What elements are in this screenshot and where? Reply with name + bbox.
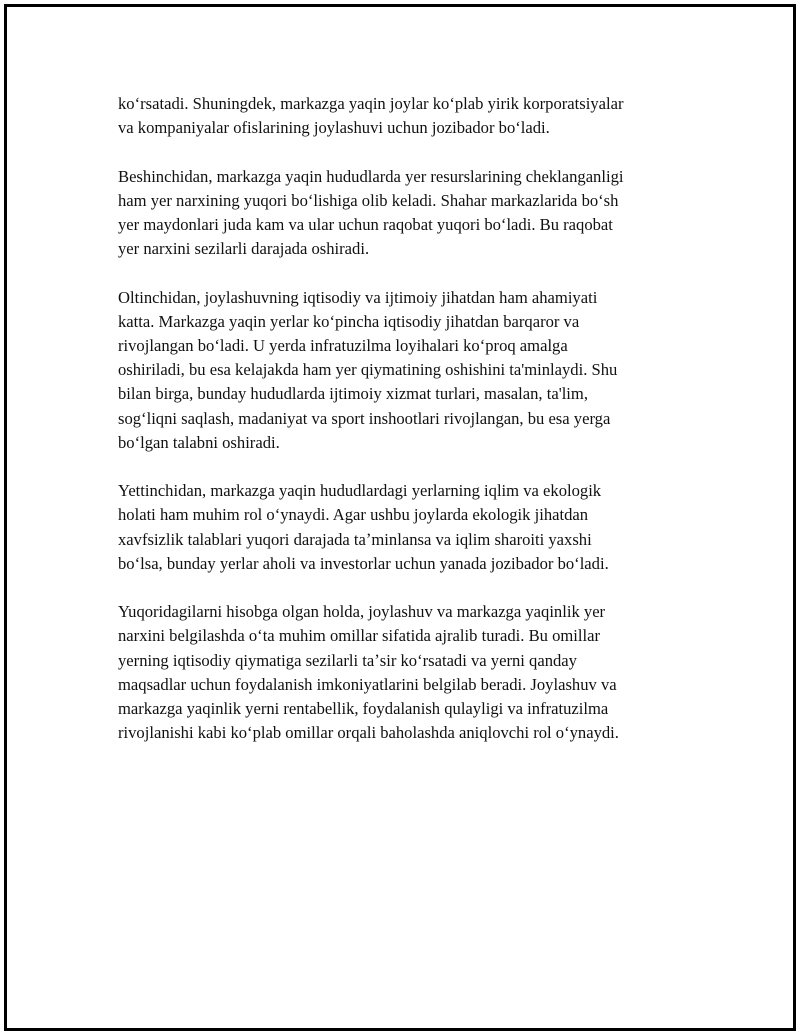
text-line: boʻlsa, bunday yerlar aholi va investorlar uchun yanada jozibador boʻladi. xyxy=(118,553,609,573)
text-line: narxini belgilashda oʻta muhim omillar sifatida ajralib turadi. Bu omillar xyxy=(118,626,601,646)
text-line: xavfsizlik talablari yuqori darajada taʼminlansa va iqlim sharoiti yaxshi xyxy=(118,529,592,549)
paragraph-1 xyxy=(118,92,688,140)
text-line: Yettinchidan, markazga yaqin hududlardagi yerlarning iqlim va ekologik xyxy=(118,481,602,501)
text-line: ham yer narxining yuqori boʻlishiga olib keladi. Shahar markazlarida boʻsh xyxy=(118,190,619,210)
text-line: katta. Markazga yaqin yerlar koʻpincha iqtisodiy jihatdan barqaror va xyxy=(118,311,580,331)
paragraph-5 xyxy=(118,600,688,745)
text-line: koʻrsatadi. Shuningdek, markazga yaqin joylar koʻplab yirik korporatsiyalar xyxy=(118,94,624,113)
text-line: va kompaniyalar ofislarining joylashuvi uchun jozibador boʻladi. xyxy=(118,118,550,138)
text-line: oshiriladi, bu esa kelajakda ham yer qiymatining oshishini ta'minlaydi. Shu xyxy=(118,360,618,380)
text-line: boʻlgan talabni oshiradi. xyxy=(118,432,280,452)
text-line: bilan birga, bunday hududlarda ijtimoiy xizmat turlari, masalan, ta'lim, xyxy=(118,384,588,404)
paragraph-2 xyxy=(118,165,688,262)
text-line: yer narxini sezilarli darajada oshiradi. xyxy=(118,239,370,259)
text-line: rivojlangan boʻladi. U yerda infratuzilma loyihalari koʻproq amalga xyxy=(118,336,568,355)
text-line: sogʻliqni saqlash, madaniyat va sport inshootlari rivojlangan, bu esa yerga xyxy=(118,408,611,428)
paragraph-4 xyxy=(118,479,688,576)
text-line: yerning iqtisodiy qiymatiga sezilarli taʼsir koʻrsatadi va yerni qanday xyxy=(118,650,577,670)
paragraph-3 xyxy=(118,286,688,455)
text-line: rivojlanishi kabi koʻplab omillar orqali baholashda aniqlovchi rol oʻynaydi. xyxy=(118,723,619,743)
text-line: markazga yaqinlik yerni rentabellik, foydalanish qulayligi va infratuzilma xyxy=(118,699,609,719)
text-line: maqsadlar uchun foydalanish imkoniyatlarini belgilab beradi. Joylashuv va xyxy=(118,674,617,694)
text-line: Yuqoridagilarni hisobga olgan holda, joylashuv va markazga yaqinlik yer xyxy=(118,602,606,622)
text-line: Beshinchidan, markazga yaqin hududlarda yer resurslarining cheklanganligi xyxy=(118,166,624,186)
text-line: Oltinchidan, joylashuvning iqtisodiy va ijtimoiy jihatdan ham ahamiyati xyxy=(118,287,598,307)
text-line: yer maydonlari juda kam va ular uchun raqobat yuqori boʻladi. Bu raqobat xyxy=(118,215,613,234)
document-body xyxy=(118,92,688,770)
text-line: holati ham muhim rol oʻynaydi. Agar ushbu joylarda ekologik jihatdan xyxy=(118,505,589,525)
